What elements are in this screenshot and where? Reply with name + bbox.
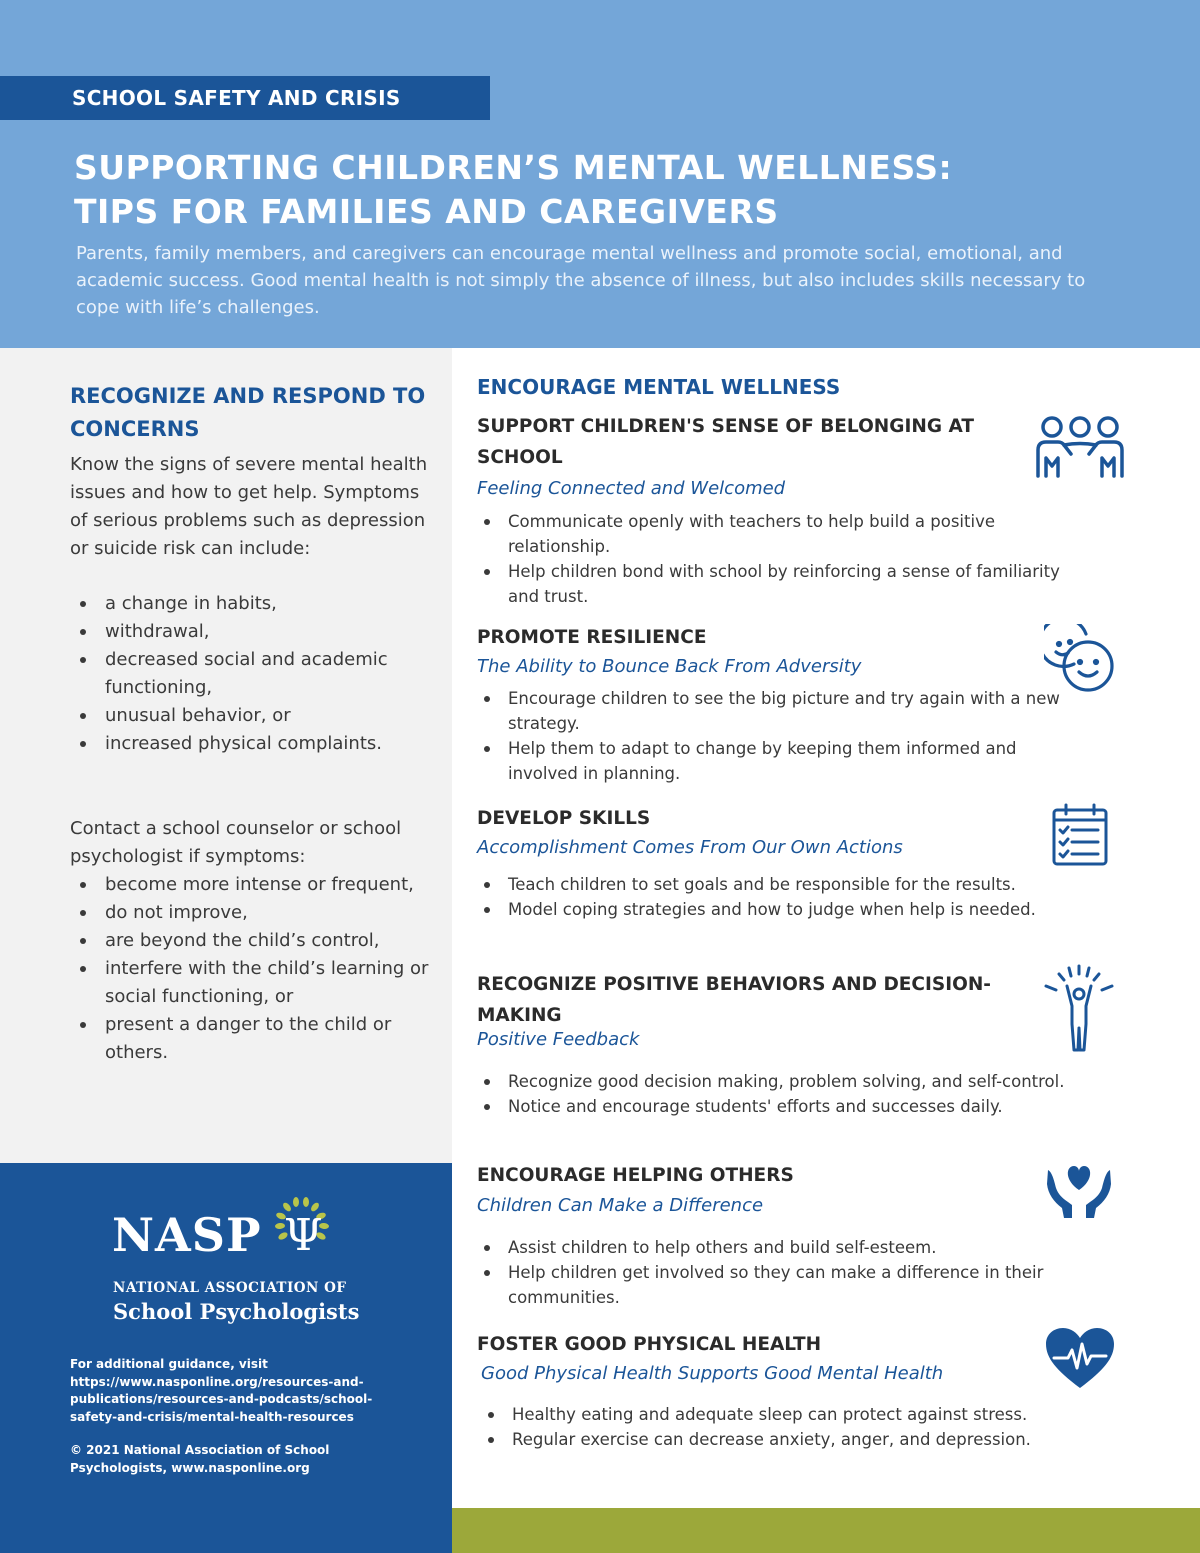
list-item: Healthy eating and adequate sleep can protect against stress.	[482, 1402, 1072, 1427]
guidance-text: For additional guidance, visit https://www.nasponline.org/resources-and-publications/resources-and-podcasts/school-safety-and-crisis/mental-health-resources	[70, 1357, 373, 1424]
list-item: increased physical complaints.	[70, 730, 430, 758]
copyright-text: © 2021 National Association of School Psychologists, www.nasponline.org	[70, 1443, 330, 1475]
page-title	[74, 146, 1154, 234]
concerns-heading: RECOGNIZE AND RESPOND TO CONCERNS	[70, 384, 426, 441]
section-subtitle-helping-others: Children Can Make a Difference	[477, 1195, 764, 1216]
list-item: present a danger to the child or others.	[70, 1011, 430, 1067]
list-item: Assist children to help others and build self-esteem.	[478, 1235, 1068, 1260]
section-subtitle-skills: Accomplishment Comes From Our Own Actions	[477, 837, 903, 858]
section-title-skills: DEVELOP SKILLS	[477, 808, 651, 829]
section-list-physical-health	[482, 1402, 1072, 1452]
list-item: are beyond the child’s control,	[70, 927, 430, 955]
list-item: decreased social and academic functioning,	[70, 646, 430, 702]
contact-paragraph: Contact a school counselor or school psychologist if symptoms:	[70, 818, 402, 867]
list-item: Encourage children to see the big picture and try again with a new strategy.	[478, 686, 1068, 736]
section-subtitle-physical-health: Good Physical Health Supports Good Mental Health	[481, 1363, 944, 1384]
list-item: Help children bond with school by reinforcing a sense of familiarity and trust.	[478, 559, 1068, 609]
list-item: Regular exercise can decrease anxiety, anger, and depression.	[482, 1427, 1072, 1452]
section-subtitle-positive-behaviors: Positive Feedback	[477, 1029, 640, 1050]
list-item: Notice and encourage students' efforts and successes daily.	[478, 1094, 1068, 1119]
nasp-logo: NASP	[112, 1208, 262, 1262]
list-item: Communicate openly with teachers to help build a positive relationship.	[478, 509, 1068, 559]
heartbeat-icon	[1044, 1326, 1116, 1390]
people-group-icon	[1034, 414, 1126, 480]
signs-list	[70, 590, 430, 758]
symptoms-list	[70, 871, 430, 1067]
list-item: Help them to adapt to change by keeping them informed and involved in planning.	[478, 736, 1068, 786]
list-item: become more intense or frequent,	[70, 871, 430, 899]
hands-heart-icon	[1044, 1160, 1114, 1222]
section-title-resilience: PROMOTE RESILIENCE	[477, 627, 707, 648]
section-subtitle-resilience: The Ability to Bounce Back From Adversity	[477, 656, 862, 677]
section-title-belonging: SUPPORT CHILDREN'S SENSE OF BELONGING AT SCHOOL	[477, 416, 974, 468]
section-title-positive-behaviors: RECOGNIZE POSITIVE BEHAVIORS AND DECISION-MAKING	[477, 974, 991, 1026]
page-title-line-2: TIPS FOR FAMILIES AND CAREGIVERS	[74, 192, 779, 231]
org-name-line-1: NATIONAL ASSOCIATION OF	[113, 1280, 347, 1296]
list-item: interfere with the child’s learning or social functioning, or	[70, 955, 430, 1011]
section-subtitle-belonging: Feeling Connected and Welcomed	[477, 478, 786, 499]
wellness-heading: ENCOURAGE MENTAL WELLNESS	[477, 375, 841, 399]
cheering-person-icon	[1042, 964, 1116, 1054]
intro-paragraph: Parents, family members, and caregivers can encourage mental wellness and promote social, emotional, and academic success. Good mental health is not simply the absence of illness, but also includes skills necessary to cope with life’s challenges.	[76, 243, 1086, 318]
faces-icon	[1044, 624, 1116, 694]
list-item: do not improve,	[70, 899, 430, 927]
page-title-line-1: SUPPORTING CHILDREN’S MENTAL WELLNESS:	[74, 148, 953, 187]
org-name-line-2: School Psychologists	[113, 1299, 360, 1324]
list-item: unusual behavior, or	[70, 702, 430, 730]
list-item: Model coping strategies and how to judge when help is needed.	[478, 897, 1068, 922]
category-label: SCHOOL SAFETY AND CRISIS	[72, 86, 401, 110]
list-item: a change in habits,	[70, 590, 430, 618]
list-item: Recognize good decision making, problem solving, and self-control.	[478, 1069, 1068, 1094]
checklist-icon	[1050, 802, 1110, 868]
psi-symbol: Ψ	[284, 1210, 323, 1261]
accent-bar	[452, 1508, 1200, 1553]
list-item: Help children get involved so they can make a difference in their communities.	[478, 1260, 1068, 1310]
section-list-helping-others	[478, 1235, 1068, 1310]
concerns-intro: Know the signs of severe mental health issues and how to get help. Symptoms of serious problems such as depression or suicide risk can include:	[70, 454, 428, 559]
section-list-positive-behaviors	[478, 1069, 1068, 1119]
section-title-helping-others: ENCOURAGE HELPING OTHERS	[477, 1165, 794, 1186]
section-title-physical-health: FOSTER GOOD PHYSICAL HEALTH	[477, 1334, 822, 1355]
list-item: Teach children to set goals and be responsible for the results.	[478, 872, 1068, 897]
section-list-belonging	[478, 509, 1068, 609]
list-item: withdrawal,	[70, 618, 430, 646]
section-list-resilience	[478, 686, 1068, 786]
section-list-skills	[478, 872, 1068, 922]
